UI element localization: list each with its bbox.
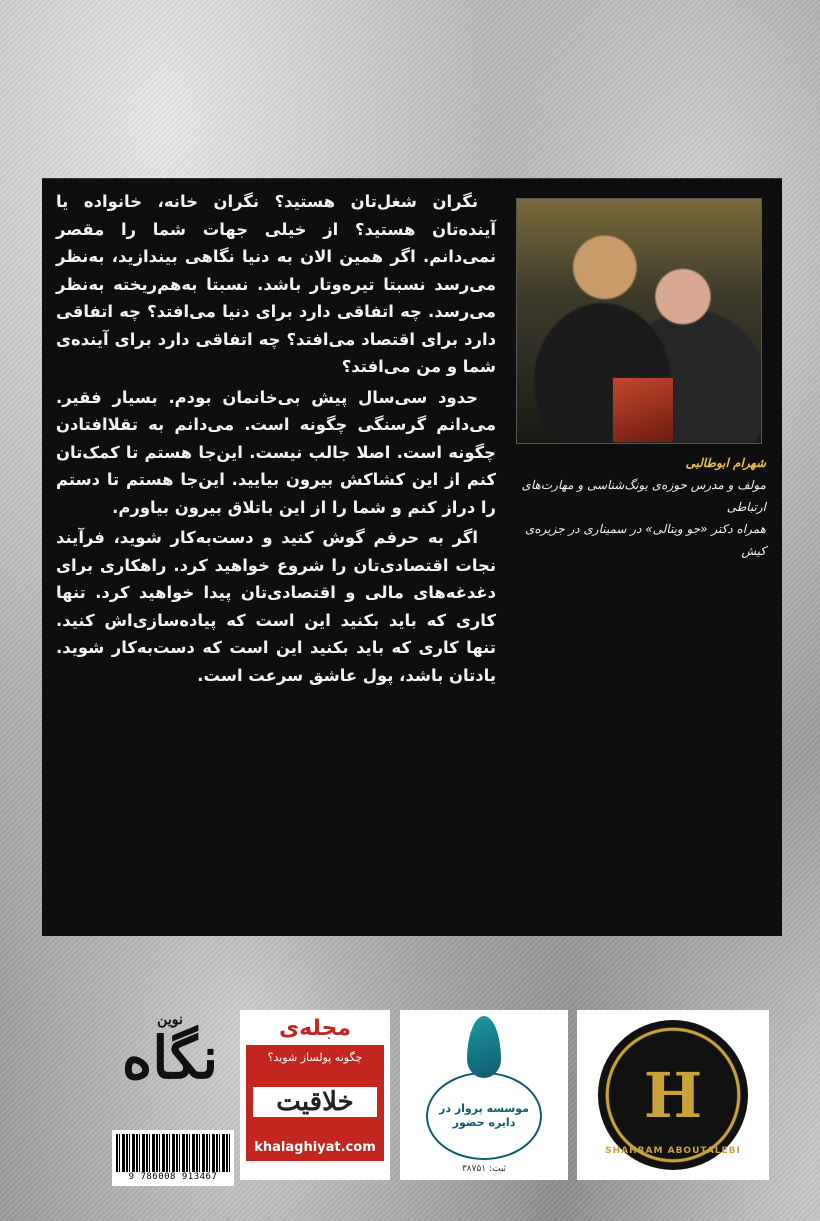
magazine-website: khalaghiyat.com — [254, 1140, 376, 1155]
paragraph-1: نگران شغل‌تان هستید؟ نگران خانه، خانواده یا آینده‌تان هستید؟ از خیلی جهات شما را مقصر نمی‌دانم. اگر همین الان به دنیا نگاهی بیندازید، به‌نظر می‌رسد نسبتا تیره‌وتار باشد. نسبتا به‌هم‌ریخته به‌نظر می‌رسد. چه اتفاقی دارد برای دنیا می‌افتد؟ چه اتفاقی دارد برای اقتصاد می‌افتد؟ چه اتفاقی دارد برای آینده‌ی شما و من می‌افتد؟ — [56, 192, 496, 376]
magazine-question: چگونه پولساز شوید؟ — [267, 1051, 363, 1064]
parvaz-logo-circle — [426, 1072, 542, 1160]
magazine-brand: خلاقیت — [253, 1087, 377, 1117]
caption-line-1: مولف و مدرس حوزه‌ی یونگ‌شناسی و مهارت‌های ارتباطی — [521, 478, 766, 514]
parvaz-registration: ثبت: ۳۸۷۵۱ — [461, 1164, 507, 1174]
khalaghiyat-magazine-logo — [240, 1010, 390, 1180]
publisher-sub: نوین — [157, 1012, 183, 1028]
publisher-logo — [120, 1012, 220, 1122]
barcode-bars — [116, 1134, 230, 1172]
caption-line-2: همراه دکتر «جو ویتالی» در سمیناری در جزیره‌ی کیش — [524, 522, 766, 558]
caption-author-name: شهرام ابوطالبی — [685, 456, 766, 470]
shahram-logo-text: SHAHRAM ABOUTALEBI — [605, 1146, 741, 1156]
shahram-logo-emblem — [598, 1020, 748, 1170]
shahram-aboutalebi-logo — [577, 1010, 769, 1180]
flame-icon — [467, 1016, 501, 1078]
parvaz-institute-logo — [400, 1010, 568, 1180]
barcode-digits: 9 786008 913467 — [128, 1172, 218, 1182]
magazine-title: مجله‌ی — [279, 1016, 351, 1041]
parvaz-logo-name: موسسه پرواز در دایره حضور — [439, 1102, 529, 1129]
photo-caption — [516, 452, 766, 562]
author-photo — [516, 198, 762, 444]
book-in-photo — [612, 377, 674, 443]
paragraph-2: حدود سی‌سال پیش بی‌خانمان بودم. بسیار فقیر. می‌دانم گرسنگی چگونه است. می‌دانم به تقلاافتادن چگونه است. اصلا جالب نیست. این‌جا هستم تا کمک‌تان کنم از این کشاکش بیرون بیایید. این‌جا هستم تا دستم را دراز کنم و شما را از این باتلاق بیرون بیاورم. — [56, 387, 496, 517]
paragraph-3: اگر به حرفم گوش کنید و دست‌به‌کار شوید، فرآیند نجات اقتصادی‌تان را شروع خواهید کرد. راهکاری برای دغدغه‌های مالی و اقتصادی‌تان پیدا خواهید کرد. تنها کاری که باید بکنید این است که پیاده‌سازی‌اش کنید. تنها کاری که باید بکنید این است که دست‌به‌کار شوید. یادتان باشد، پول عاشق سرعت است. — [56, 528, 496, 685]
magazine-red-block — [246, 1045, 384, 1161]
publisher-main: نگاه — [121, 1024, 219, 1092]
shahram-logo-letter: H — [643, 1058, 703, 1132]
isbn-barcode — [112, 1130, 234, 1186]
back-cover-text — [56, 188, 496, 692]
